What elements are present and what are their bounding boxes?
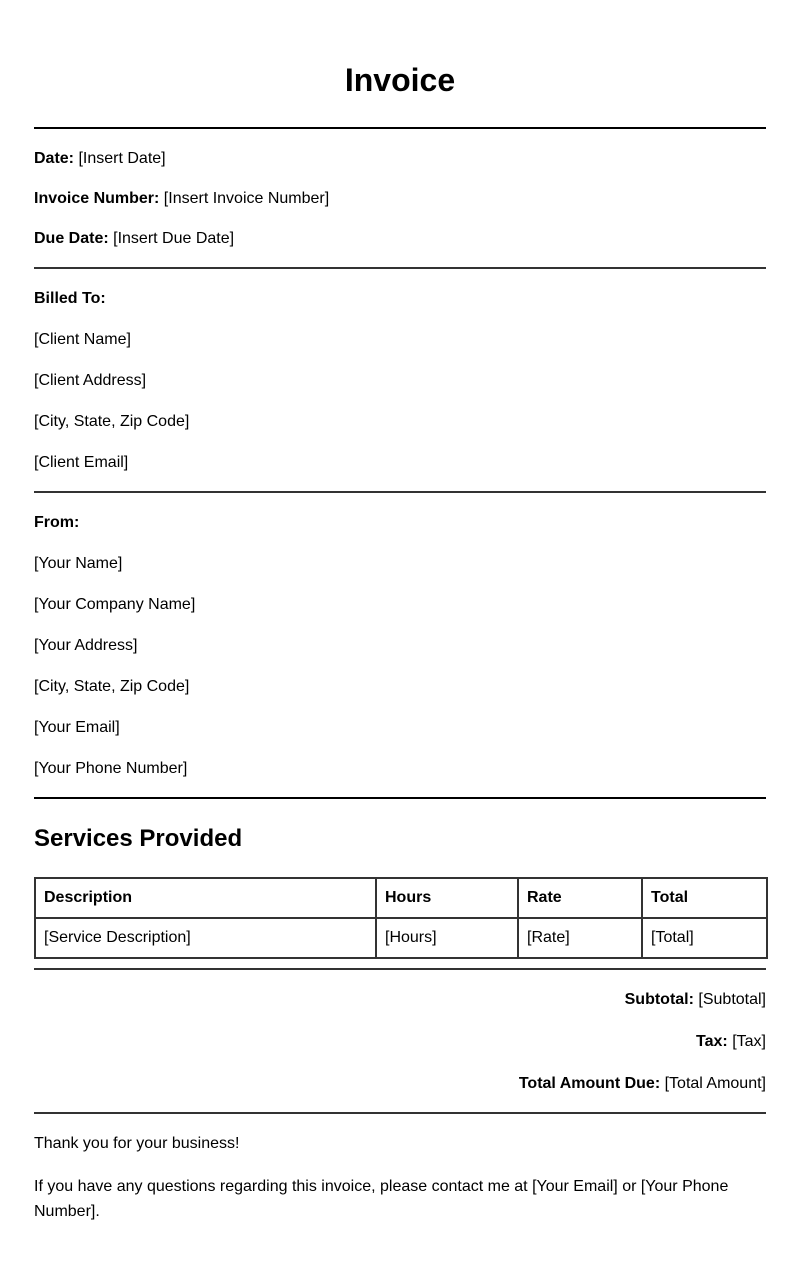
subtotal-value: [Subtotal]	[693, 991, 766, 1008]
client-name: [Client Name]	[34, 331, 131, 348]
services-table	[34, 877, 768, 959]
column-header-rate: Rate	[518, 878, 642, 918]
your-address: [Your Address]	[34, 637, 138, 654]
billed-to-heading: Billed To:	[34, 290, 106, 307]
divider	[34, 797, 766, 799]
tax-label: Tax:	[696, 1033, 728, 1050]
tax-value: [Tax]	[727, 1033, 766, 1050]
date-label: Date:	[34, 150, 75, 167]
from-section	[34, 513, 766, 797]
footer-section	[34, 1134, 766, 1224]
cell-description: [Service Description]	[35, 918, 376, 958]
due-date-label: Due Date:	[34, 230, 109, 247]
subtotal-label: Subtotal:	[624, 991, 694, 1008]
totals-section	[34, 990, 766, 1112]
divider	[34, 491, 766, 493]
client-email: [Client Email]	[34, 454, 129, 471]
total-due-row	[34, 1074, 766, 1094]
column-header-description: Description	[35, 878, 376, 918]
your-name: [Your Name]	[34, 555, 123, 572]
date-value: [Insert Date]	[74, 150, 166, 167]
thank-you-message: Thank you for your business!	[34, 1135, 240, 1152]
column-header-hours: Hours	[376, 878, 518, 918]
table-header-row	[35, 878, 767, 918]
client-city-state-zip: [City, State, Zip Code]	[34, 413, 190, 430]
your-company-name: [Your Company Name]	[34, 596, 196, 613]
total-due-label: Total Amount Due:	[518, 1075, 661, 1092]
divider	[34, 968, 766, 970]
table-row	[35, 918, 767, 958]
cell-hours: [Hours]	[376, 918, 518, 958]
date-row	[34, 149, 766, 169]
subtotal-row	[34, 990, 766, 1010]
from-heading: From:	[34, 514, 80, 531]
your-city-state-zip: [City, State, Zip Code]	[34, 678, 190, 695]
invoice-number-label: Invoice Number:	[34, 190, 160, 207]
your-phone-number: [Your Phone Number]	[34, 760, 188, 777]
invoice-page	[34, 0, 766, 1224]
divider	[34, 1112, 766, 1114]
contact-message: If you have any questions regarding this invoice, please contact me at [Your Email] or [Your Phone Number].	[34, 1178, 729, 1220]
divider	[34, 267, 766, 269]
due-date-row	[34, 229, 766, 249]
due-date-value: [Insert Due Date]	[108, 230, 235, 247]
cell-total: [Total]	[642, 918, 767, 958]
invoice-number-row	[34, 189, 766, 209]
invoice-number-value: [Insert Invoice Number]	[159, 190, 330, 207]
your-email: [Your Email]	[34, 719, 120, 736]
tax-row	[34, 1032, 766, 1052]
invoice-meta	[34, 149, 766, 267]
divider	[34, 127, 766, 129]
column-header-total: Total	[642, 878, 767, 918]
total-due-value: [Total Amount]	[660, 1075, 766, 1092]
client-address: [Client Address]	[34, 372, 147, 389]
page-title: Invoice	[344, 62, 456, 98]
services-heading: Services Provided	[34, 825, 243, 852]
billed-to-section	[34, 289, 766, 491]
cell-rate: [Rate]	[518, 918, 642, 958]
